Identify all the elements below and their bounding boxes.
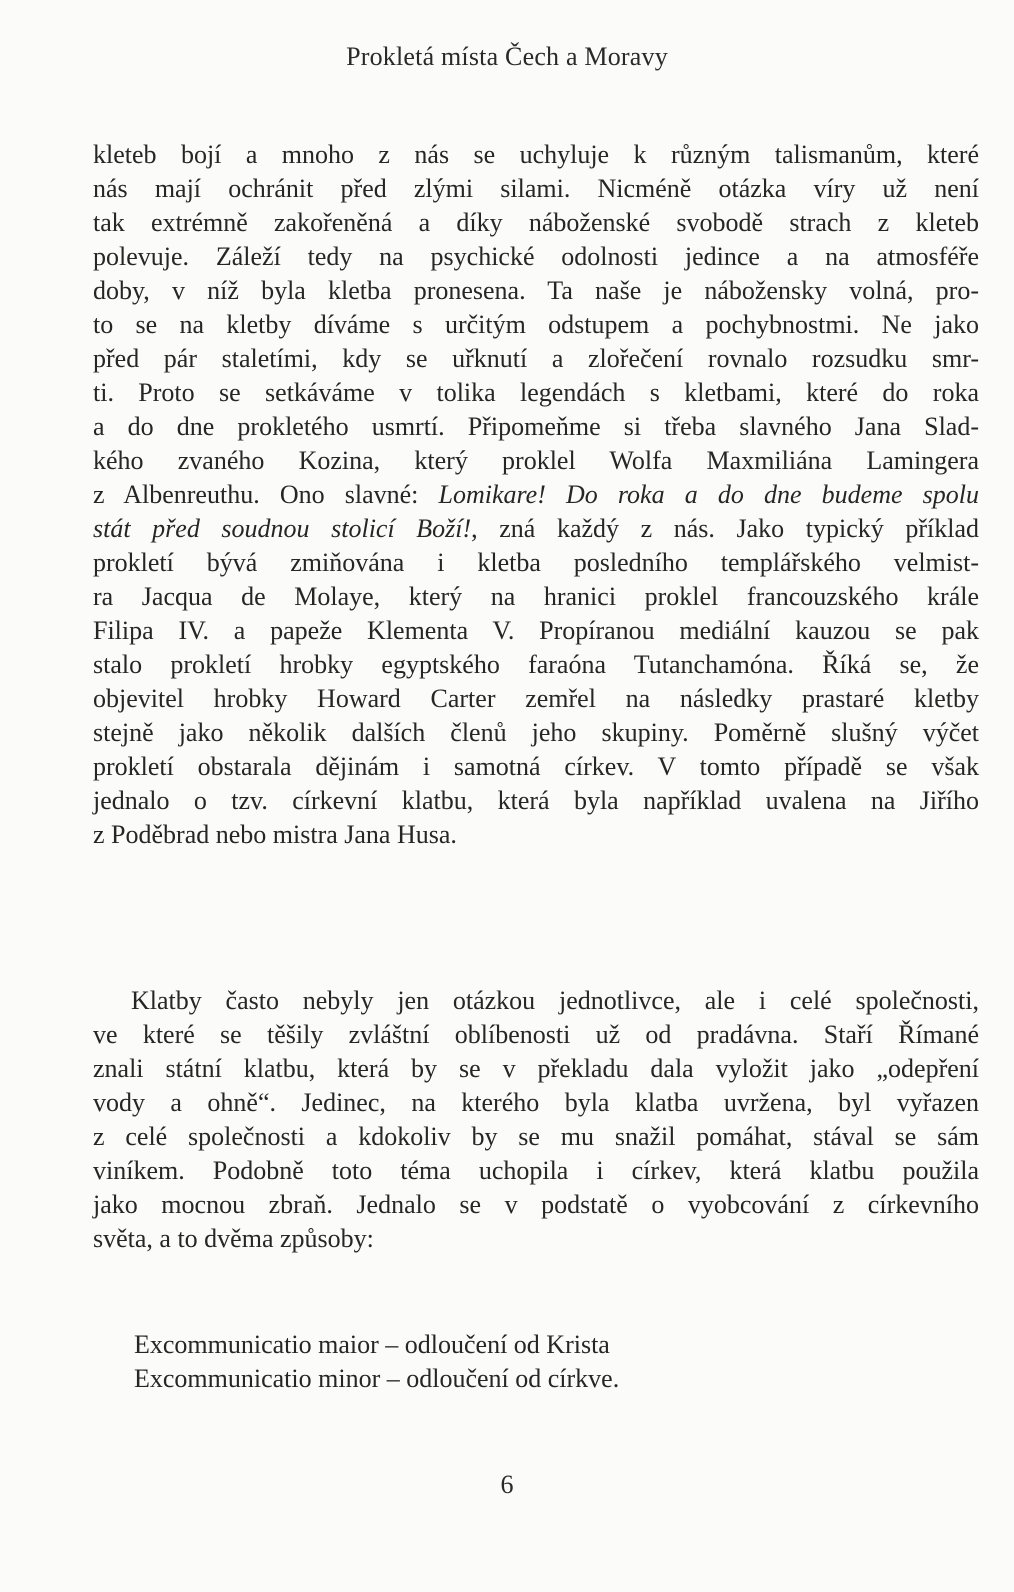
text-line: stejně jako několik dalších členů jeho skupiny. Poměrně slušný výčet: [93, 718, 979, 747]
text-line: jako mocnou zbraň. Jednalo se v podstatě o vyobcování z církevního: [93, 1190, 979, 1219]
text-line: z celé společnosti a kdokoliv by se mu snažil pomáhat, stával se sám: [93, 1122, 979, 1151]
text-line: prokletí obstarala dějinám i samotná církev. V tomto případě se však: [93, 752, 979, 781]
text-line: ti. Proto se setkáváme v tolika legendách s kletbami, které do roka: [93, 378, 979, 407]
text-line: ra Jacqua de Molaye, který na hranici proklel francouzského krále: [93, 582, 979, 611]
text-line: znali státní klatbu, která by se v překladu dala vyložit jako „odepření: [93, 1054, 979, 1083]
curse-quote-italic: stát před soudnou stolicí Boží!: [93, 514, 472, 543]
text-line: světa, a to dvěma způsoby:: [93, 1224, 374, 1253]
text-line: stalo prokletí hrobky egyptského faraóna Tutanchamóna. Říká se, že: [93, 650, 979, 679]
list-item: Excommunicatio maior – odloučení od Krista: [134, 1330, 610, 1359]
text-run: , zná každý z nás. Jako typický příklad: [471, 514, 979, 543]
text-run: z Albenreuthu. Ono slavné:: [93, 480, 439, 509]
running-header: Prokletá místa Čech a Moravy: [346, 42, 668, 71]
text-line: a do dne prokletého usmrtí. Připomeňme si třeba slavného Jana Slad-: [93, 412, 979, 441]
text-line: před pár staletími, kdy se uřknutí a zlořečení rovnalo rozsudku smr-: [93, 344, 979, 373]
text-line: to se na kletby díváme s určitým odstupem a pochybnostmi. Ne jako: [93, 310, 979, 339]
text-line: polevuje. Záleží tedy na psychické odolnosti jedince a na atmosféře: [93, 242, 979, 271]
text-line: kleteb bojí a mnoho z nás se uchyluje k různým talismanům, které: [93, 140, 979, 169]
text-line: ve které se těšily zvláštní oblíbenosti už od pradávna. Staří Římané: [93, 1020, 979, 1049]
excommunication-list: [134, 1328, 619, 1396]
paragraph-2: [93, 984, 979, 1256]
text-line: prokletí bývá zmiňována i kletba posledního templářského velmist-: [93, 548, 979, 577]
text-line: objevitel hrobky Howard Carter zemřel na následky prastaré kletby: [93, 684, 979, 713]
text-line: nás mají ochránit před zlými silami. Nicméně otázka víry už není: [93, 174, 979, 203]
curse-quote-italic: Lomikare! Do roka a do dne budeme spolu: [438, 480, 979, 509]
text-line: [93, 512, 979, 546]
page-number: 6: [500, 1470, 514, 1499]
text-line: [93, 478, 979, 512]
text-line: doby, v níž byla kletba pronesena. Ta naše je nábožensky volná, pro-: [93, 276, 979, 305]
paragraph-1: [93, 138, 979, 852]
text-line: vody a ohně“. Jedinec, na kterého byla klatba uvržena, byl vyřazen: [93, 1088, 979, 1117]
text-line: tak extrémně zakořeněná a díky náboženské svobodě strach z kleteb: [93, 208, 979, 237]
text-line: kého zvaného Kozina, který proklel Wolfa Maxmiliána Lamingera: [93, 446, 979, 475]
list-item: Excommunicatio minor – odloučení od církve.: [134, 1364, 620, 1393]
text-line: jednalo o tzv. církevní klatbu, která byla například uvalena na Jiřího: [93, 786, 979, 815]
text-line: Klatby často nebyly jen otázkou jednotlivce, ale i celé společnosti,: [131, 986, 979, 1015]
text-line: viníkem. Podobně toto téma uchopila i církev, která klatbu použila: [93, 1156, 979, 1185]
text-line: z Poděbrad nebo mistra Jana Husa.: [93, 820, 457, 849]
text-line: Filipa IV. a papeže Klementa V. Propíranou mediální kauzou se pak: [93, 616, 979, 645]
